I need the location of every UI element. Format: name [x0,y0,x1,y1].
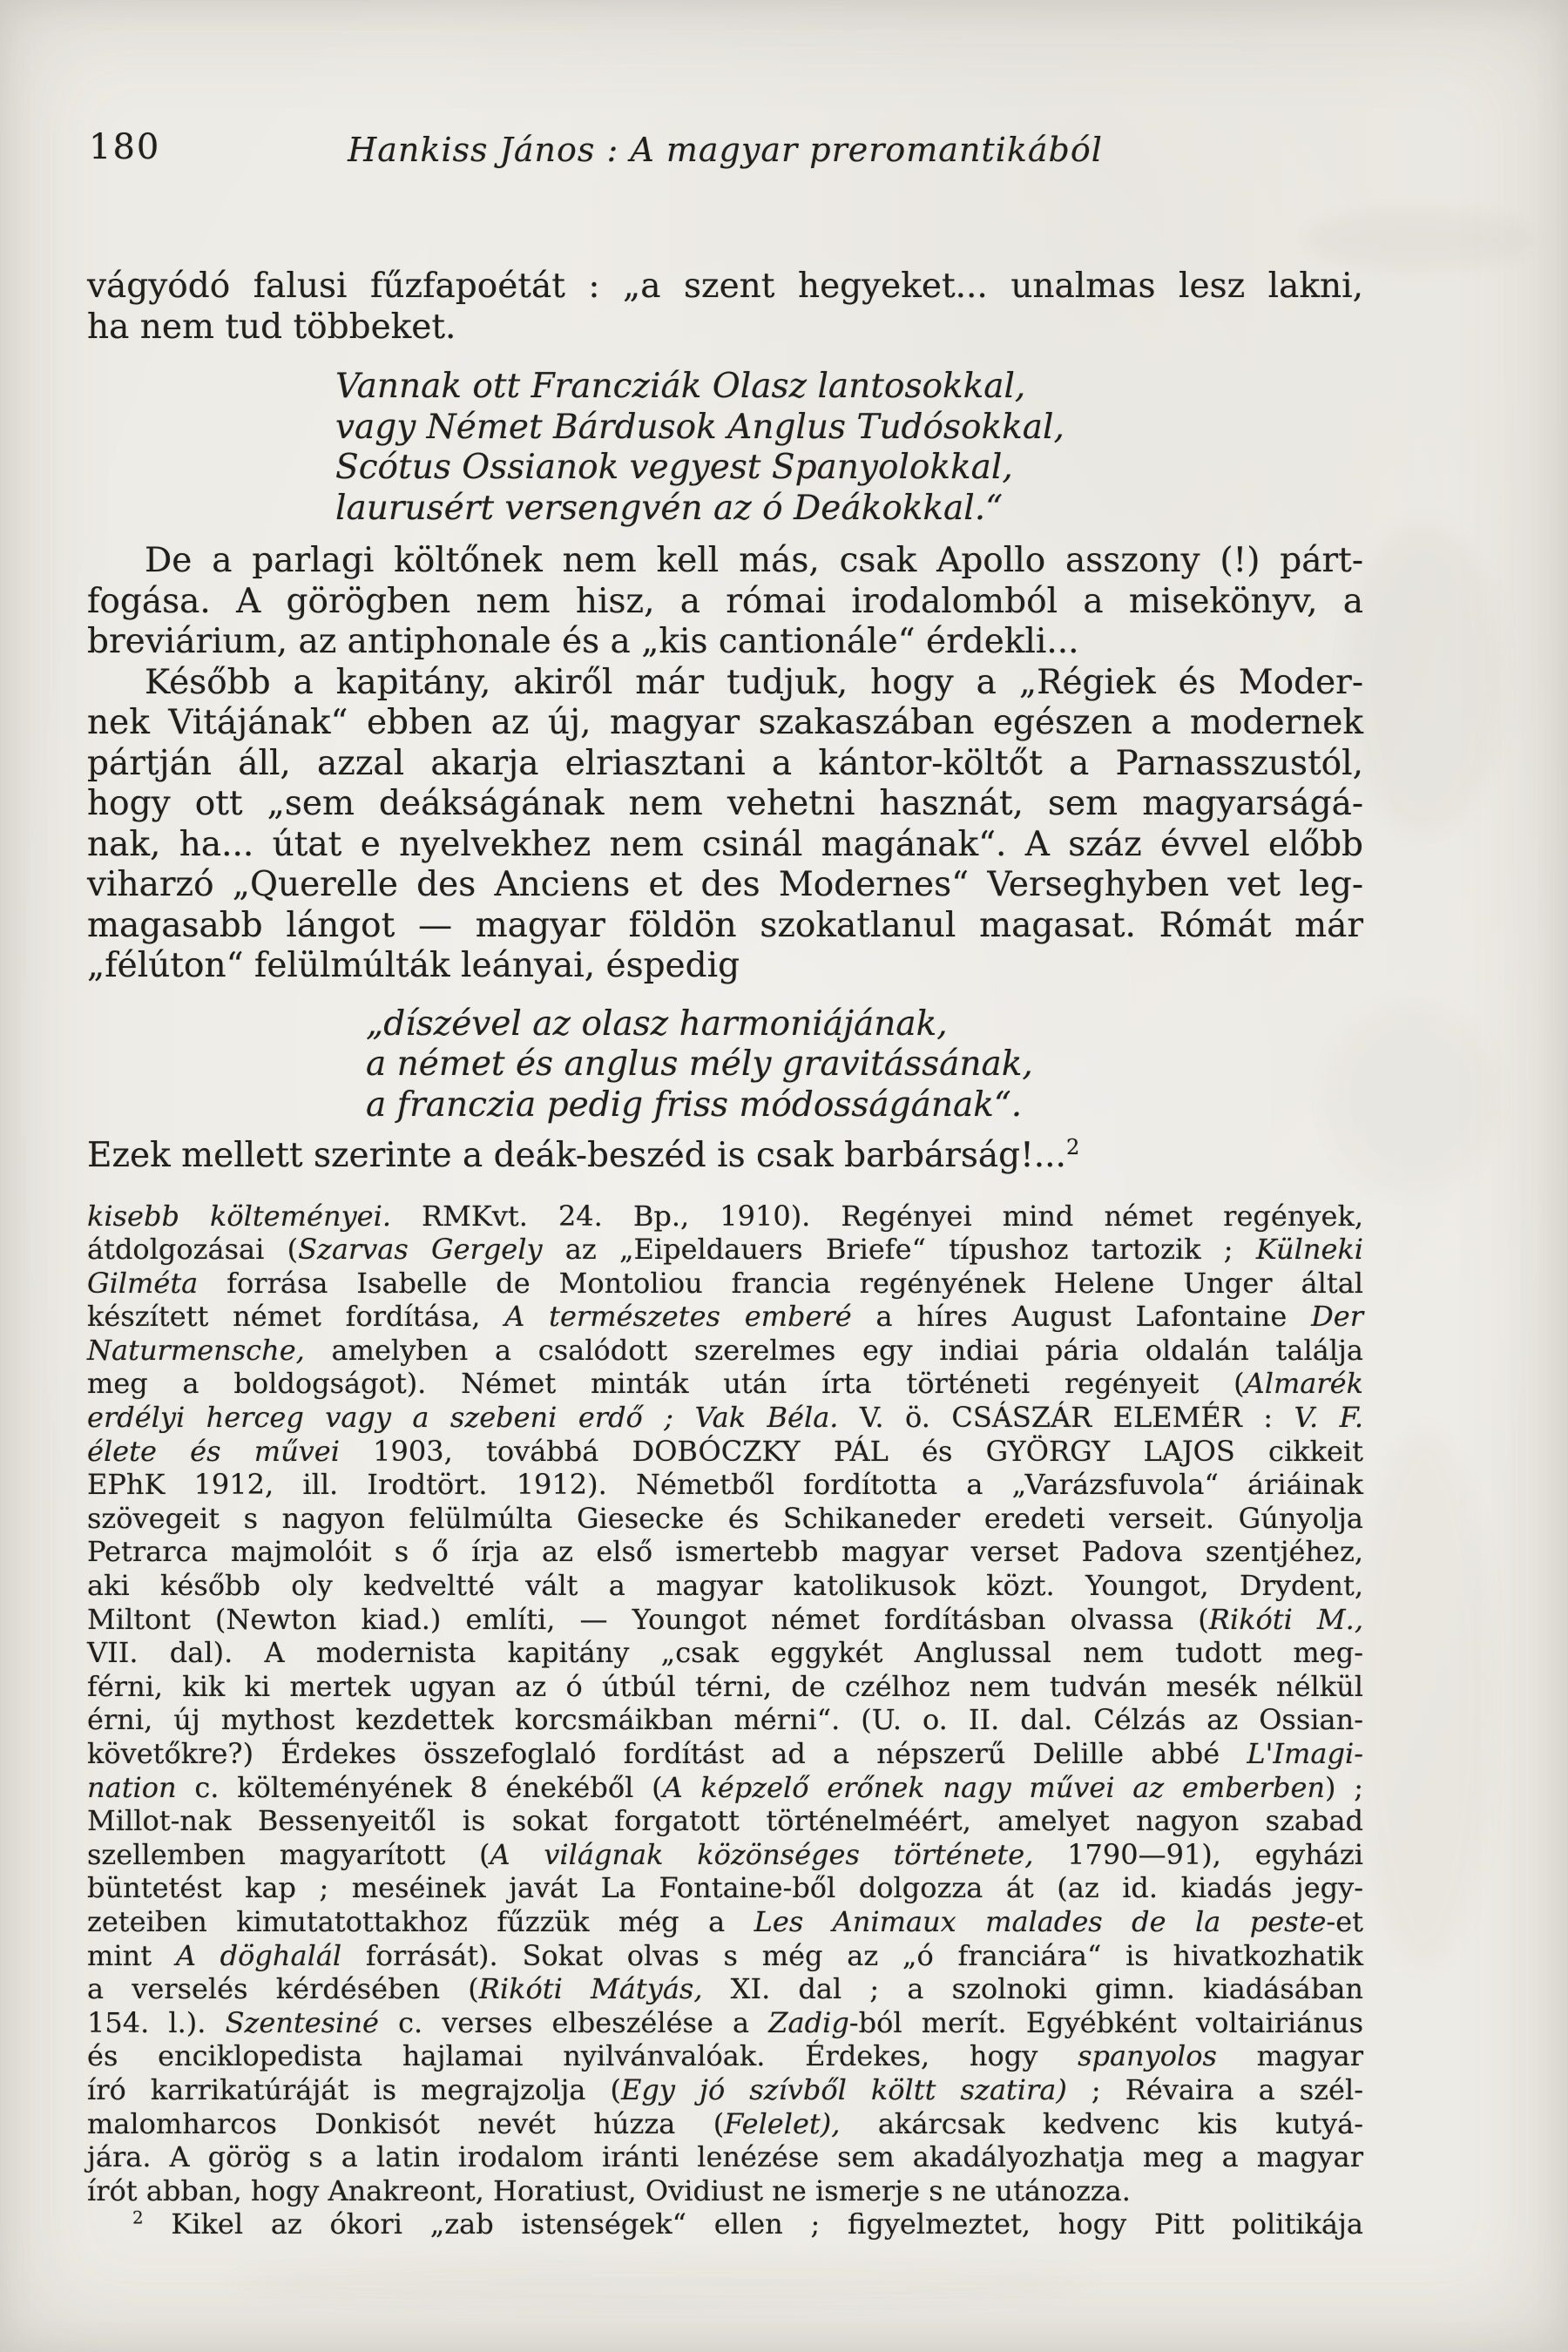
text-run: követőkre?) Érdekes összefoglaló fordítást ad a népszerű Delille abbé [87,1737,1247,1770]
text-line [87,1871,1363,1905]
text-line [87,946,1363,987]
text-line [87,1939,1363,1973]
text-run: A képzelő erőnek nagy művei az emberben [662,1770,1326,1804]
text-line [87,1636,1363,1670]
text-run: 154. l.). [87,2005,226,2039]
text-run: Naturmensche, [87,1333,305,1367]
text-line [87,906,1363,947]
text-run: viharzó „Querelle des Anciens et des Modernes“ Verseghyben vet leg- [87,865,1363,904]
text-line [87,825,1363,866]
text-line [87,1737,1363,1771]
text-line [87,1804,1363,1838]
text-run: mint [87,1938,176,1972]
text-run: vágyódó falusi fűzfapoétát : „a szent hegyeket... unalmas lesz lakni, [87,267,1363,306]
text-run: Gilméta [87,1266,199,1300]
text-run: Scótus Ossianok vegyest Spanyolokkal, [335,448,1013,487]
text-run: Almarék [1244,1367,1363,1401]
text-run: az „Eipeldauers Briefe“ típushoz tartozik ; [542,1233,1256,1267]
page-header [0,0,1568,169]
footnote-section [87,1200,1363,2241]
text-line [87,2073,1363,2107]
text-run: Rikóti Mátyás, [478,1972,703,2006]
bleed-through-artifact [226,2256,1098,2308]
text-run: „félúton“ felülmúlták leányai, éspedig [87,946,740,985]
text-line [87,1972,1363,2006]
text-run: és enciklopedista hajlamai nyilvánvalóak. Érdekes, hogy [87,2039,1078,2073]
text-run: -et [1326,1904,1364,1938]
text-run: V. F. [1294,1401,1364,1435]
text-line [87,1569,1363,1603]
page-number: 180 [89,127,161,167]
text-run: Egy jó szívből költt szatira) [621,2072,1067,2106]
text-line [87,1670,1363,1704]
text-line [87,1535,1363,1569]
text-line [87,1267,1363,1301]
text-run: 1903, továbbá DOBÓCZKY PÁL és GYÖRGY LAJOS cikkeit [339,1434,1363,1468]
text-run: érni, új mythost kezdettek korcsmáikban mérni“. (U. o. II. dal. Célzás az Ossian- [87,1703,1363,1737]
text-run: nak, ha... útat e nyelvekhez nem csinál magának“. A száz évvel előbb [87,824,1363,864]
text-run: 1790—91), egyházi [1033,1837,1363,1871]
text-run: erdélyi herceg vagy a szebeni erdő ; Vak Béla. [87,1401,839,1435]
text-run: malomharcos Donkisót nevét húzza ( [87,2106,725,2140]
text-run: akárcsak kedvenc kis kutyá- [840,2106,1363,2140]
text-line [87,622,1363,663]
text-run: fogása. A görögben nem hisz, a római irodalomból a misekönyv, a [87,581,1363,621]
text-run: készített német fordítása, [87,1300,505,1334]
text-run: pártján áll, azzal akarja elriasztani a kántor-költőt a Parnasszustól, [87,743,1363,783]
text-run: Der [1311,1300,1364,1334]
text-run: laurusért versengvén az ó Deákokkal.“ [335,488,1004,528]
text-run: nek Vitájának“ ebben az új, magyar szakaszában egészen a modernek [87,703,1363,742]
text-run: Zadig [768,2005,849,2039]
text-run: EPhK 1912, ill. Irodtört. 1912). Németből fordította a „Varázsfuvola“ áriáinak [87,1468,1363,1502]
text-run: magyar [1216,2039,1364,2073]
text-line [87,541,1363,582]
text-run: c. költeményének 8 énekéből ( [176,1770,663,1804]
text-line [87,308,1363,348]
text-run: A döghalál [175,1938,342,1972]
text-run: szövegeit s nagyon felülmúlta Giesecke és Schikaneder eredeti verseit. Gúnyolja [87,1501,1363,1535]
text-line [87,2006,1363,2040]
text-line [87,1905,1363,1939]
text-run: Felelet), [724,2106,841,2140]
text-line [335,448,1363,489]
text-run: -ból merít. Egyébként voltairiánus [848,2005,1364,2039]
text-run: jára. A görög s a latin irodalom iránti lenézése sem akadályozhatja meg a magyar [87,2140,1363,2174]
text-run: Rikóti M., [1208,1602,1364,1636]
text-line [87,1771,1363,1805]
text-line [87,703,1363,744]
text-run: meg a boldogságot). Német minták után írta történeti regényeit ( [87,1367,1245,1401]
text-line [87,2207,1363,2241]
text-line [87,2107,1363,2141]
text-run: A világnak közönséges története, [490,1837,1034,1871]
text-run: Les Animaux malades de la peste [754,1904,1327,1938]
text-line [87,2140,1363,2174]
text-line [87,1300,1363,1334]
text-run: vagy Német Bárdusok Anglus Tudósokkal, [335,407,1064,447]
text-run: ; Révaira a szél- [1066,2072,1364,2106]
paragraph-2 [87,541,1363,663]
text-run: „díszével az olasz harmoniájának, [366,1004,948,1044]
text-run: De a parlagi költőnek nem kell más, csak Apollo asszony (!) párt- [145,541,1363,580]
text-line [87,1468,1363,1502]
text-run: író karrikatúráját is megrajzolja ( [87,2072,622,2106]
text-line [87,2039,1363,2073]
bleed-through-artifact [1355,1429,1494,1969]
text-line [87,744,1363,785]
text-run: Ezek mellett szerinte a deák-beszéd is csak barbárság!... [87,1136,1066,1175]
text-run: írót abban, hogy Anakreont, Horatiust, Ovidiust ne ismerje s ne utánozza. [87,2173,1131,2207]
text-line [87,1401,1363,1435]
text-column [87,267,1363,2241]
text-line [87,1200,1363,1233]
text-run: forrását). Sokat olvas s még az „ó franciára“ is hivatkozhatik [341,1938,1364,1972]
text-run: magasabb lángot — magyar földön szokatlanul magasat. Rómát már [87,905,1363,945]
text-run: Kikel az ókori „zab istenségek“ ellen ; figyelmeztet, hogy Pitt politikája [143,2207,1363,2241]
text-run: V. ö. CSÁSZÁR ELEMÉR : [838,1401,1294,1435]
text-line [335,408,1363,449]
running-header-title: Hankiss János : A magyar preromantikából [348,131,1103,169]
verse-quote-2 [366,1004,1363,1126]
text-run: RMKvt. 24. Bp., 1910). Regényei mind német regények, [391,1199,1364,1233]
paragraph-4 [87,1136,1363,1177]
text-run: büntetést kap ; meséinek javát La Fontaine-ből dolgozza át (az id. kiadás jegy- [87,1871,1363,1905]
text-run: spanyolos [1078,2039,1217,2073]
text-run: Külneki [1255,1233,1364,1267]
text-line [87,1367,1363,1401]
text-line [366,1004,1363,1045]
text-line [87,1838,1363,1872]
text-run: Később a kapitány, akiről már tudjuk, hogy a „Régiek és Moder- [145,662,1363,702]
paragraph-3 [87,663,1363,987]
text-run: Szentesiné [225,2005,379,2039]
text-run: élete és művei [87,1434,340,1468]
text-line [87,784,1363,825]
text-run: Miltont (Newton kiad.) említi, — Youngot német fordításban olvassa ( [87,1602,1209,1636]
text-run: XI. dal ; a szolnoki gimn. kiadásában [702,1972,1363,2006]
text-line [87,1502,1363,1536]
text-run: ha nem tud többeket. [87,307,456,347]
text-run: a híres August Lafontaine [851,1300,1312,1334]
text-run: nation [87,1770,177,1804]
text-line [87,2174,1363,2208]
footnote-marker: 2 [1065,1135,1080,1159]
text-run: Millot-nak Bessenyeitől is sokat forgatott történelméért, amelyet nagyon szabad [87,1804,1363,1838]
text-run: Vannak ott Francziák Olasz lantosokkal, [335,367,1026,406]
text-line [87,1334,1363,1368]
bleed-through-artifact [1346,523,1503,836]
text-run: Szarvas Gergely [298,1233,543,1267]
text-run: a franczia pedig friss módosságának“. [366,1085,1023,1125]
text-run: forrása Isabelle de Montoliou francia regényének Helene Unger által [198,1266,1363,1300]
text-run: a német és anglus mély gravitássának, [366,1044,1033,1084]
text-line [366,1044,1363,1085]
text-line [335,489,1363,530]
text-run: hogy ott „sem deákságának nem vehetni hasznát, sem magyarságá- [87,784,1363,823]
text-run: amelyben a csalódott szerelmes egy indiai pária oldalán találja [304,1333,1363,1367]
paragraph-continuation [87,267,1363,348]
verse-quote-1 [335,367,1363,529]
text-line [87,1703,1363,1737]
text-run: szellemben magyarított ( [87,1837,490,1871]
footnote-marker: 2 [132,2207,144,2228]
text-run: VII. dal). A modernista kapitány „csak eggykét Anglussal nem tudott meg- [87,1636,1363,1670]
text-run: a verselés kérdésében ( [87,1972,479,2006]
text-run: zeteiben kimutatottakhoz fűzzük még a [87,1904,754,1938]
text-run: breviárium, az antiphonale és a „kis cantionále“ érdekli... [87,622,1079,661]
text-run: ) ; [1325,1770,1364,1804]
text-run: A természetes emberé [504,1300,852,1334]
text-line [87,1233,1363,1267]
text-line [366,1085,1363,1126]
text-line [87,865,1363,906]
text-run: L'Imagi- [1247,1737,1363,1770]
text-line [87,1136,1363,1177]
text-run: Petrarca majmolóit s ő írja az első ismertebb magyar verset Padova szentjéhez, [87,1535,1363,1569]
text-run: aki később oly kedveltté vált a magyar katolikusok közt. Youngot, Drydent, [87,1569,1363,1603]
text-run: férni, kik ki mertek ugyan az ó útbúl térni, de czélhoz nem tudván mesék nélkül [87,1669,1363,1703]
text-run: kisebb költeményei. [87,1199,391,1233]
text-line [87,1435,1363,1469]
text-line [87,1603,1363,1637]
text-run: c. verses elbeszélése a [378,2005,769,2039]
text-line [87,582,1363,623]
text-line [87,267,1363,308]
text-line [335,367,1363,408]
bleed-through-artifact [1307,209,1533,270]
text-run: átdolgozásai ( [87,1233,299,1267]
text-line [87,663,1363,704]
